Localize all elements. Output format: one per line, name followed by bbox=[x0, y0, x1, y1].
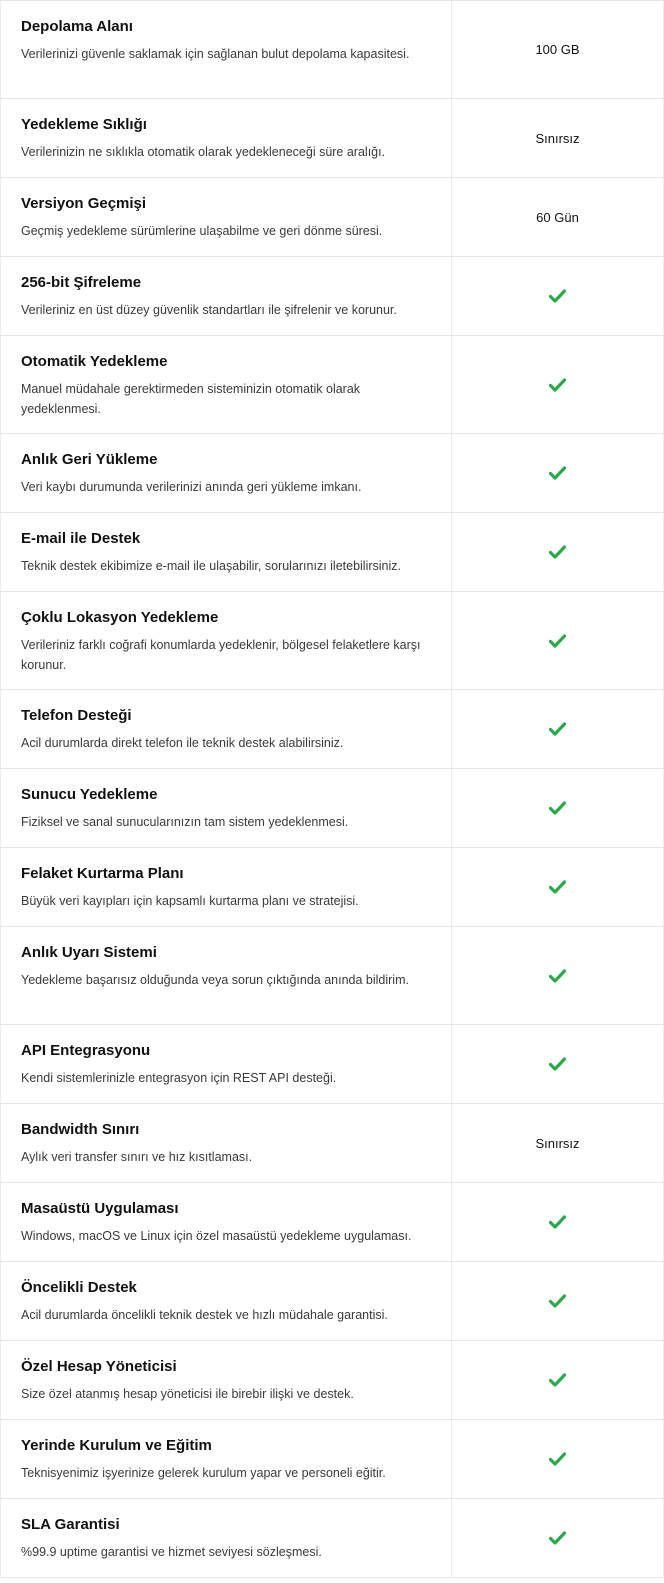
feature-description: Acil durumlarda öncelikli teknik destek ve hızlı müdahale garantisi. bbox=[21, 1308, 388, 1322]
check-icon bbox=[549, 1531, 566, 1545]
feature-info bbox=[0, 1025, 452, 1103]
feature-description: Yedekleme başarısız olduğunda veya sorun çıktığında anında bildirim. bbox=[21, 973, 409, 987]
feature-row bbox=[0, 1104, 664, 1183]
feature-description: Windows, macOS ve Linux için özel masaüstü yedekleme uygulaması. bbox=[21, 1229, 412, 1243]
feature-info bbox=[0, 336, 452, 433]
check-icon bbox=[549, 1294, 566, 1308]
feature-info bbox=[0, 848, 452, 926]
feature-title: Versiyon Geçmişi bbox=[21, 195, 147, 212]
feature-description: Kendi sistemlerinizle entegrasyon için REST API desteği. bbox=[21, 1071, 337, 1085]
feature-row bbox=[0, 592, 664, 690]
feature-description: Verileriniz farklı coğrafi konumlarda yedeklenir, bölgesel felaketlere karşı korunur. bbox=[21, 638, 421, 672]
feature-value-cell bbox=[452, 178, 664, 256]
feature-title: Felaket Kurtarma Planı bbox=[21, 865, 184, 882]
feature-title: Anlık Geri Yükleme bbox=[21, 451, 158, 468]
feature-description: %99.9 uptime garantisi ve hizmet seviyesi sözleşmesi. bbox=[21, 1545, 322, 1559]
feature-title: 256-bit Şifreleme bbox=[21, 274, 142, 291]
feature-row bbox=[0, 1, 664, 99]
feature-value-cell bbox=[452, 1025, 664, 1103]
feature-row bbox=[0, 848, 664, 927]
feature-title: API Entegrasyonu bbox=[21, 1042, 151, 1059]
feature-value-cell bbox=[452, 1183, 664, 1261]
feature-value-cell bbox=[452, 1341, 664, 1419]
feature-description: Geçmiş yedekleme sürümlerine ulaşabilme ve geri dönme süresi. bbox=[21, 224, 383, 238]
feature-info bbox=[0, 1262, 452, 1340]
feature-title: Telefon Desteği bbox=[21, 707, 132, 724]
check-icon bbox=[549, 634, 566, 648]
feature-title: Bandwidth Sınırı bbox=[21, 1121, 140, 1138]
feature-description: Verilerinizin ne sıklıkla otomatik olarak yedekleneceği süre aralığı. bbox=[21, 145, 386, 159]
feature-info bbox=[0, 1499, 452, 1577]
feature-row bbox=[0, 178, 664, 257]
feature-title: Yerinde Kurulum ve Eğitim bbox=[21, 1437, 212, 1454]
feature-title: E-mail ile Destek bbox=[21, 530, 141, 547]
feature-info bbox=[0, 927, 452, 1024]
feature-title: Öncelikli Destek bbox=[21, 1279, 137, 1296]
feature-value: Sınırsız bbox=[535, 130, 580, 146]
check-icon bbox=[549, 466, 566, 480]
feature-row bbox=[0, 257, 664, 336]
check-icon bbox=[549, 545, 566, 559]
feature-value-cell bbox=[452, 1499, 664, 1577]
feature-value-cell bbox=[452, 690, 664, 768]
feature-value-cell bbox=[452, 1262, 664, 1340]
feature-title: Masaüstü Uygulaması bbox=[21, 1200, 179, 1217]
feature-title: Depolama Alanı bbox=[21, 18, 133, 35]
feature-row bbox=[0, 1183, 664, 1262]
feature-description: Aylık veri transfer sınırı ve hız kısıtlaması. bbox=[21, 1150, 253, 1164]
feature-info bbox=[0, 592, 452, 689]
feature-info bbox=[0, 1341, 452, 1419]
feature-value-cell bbox=[452, 1104, 664, 1182]
feature-value-cell bbox=[452, 513, 664, 591]
check-icon bbox=[549, 1373, 566, 1387]
feature-row bbox=[0, 927, 664, 1025]
feature-info bbox=[0, 1104, 452, 1182]
feature-description: Büyük veri kayıpları için kapsamlı kurtarma planı ve stratejisi. bbox=[21, 894, 359, 908]
feature-value-cell bbox=[452, 336, 664, 433]
feature-info bbox=[0, 769, 452, 847]
feature-title: Anlık Uyarı Sistemi bbox=[21, 944, 157, 961]
check-icon bbox=[549, 1452, 566, 1466]
check-icon bbox=[549, 378, 566, 392]
feature-info bbox=[0, 257, 452, 335]
check-icon bbox=[549, 289, 566, 303]
check-icon bbox=[549, 1057, 566, 1071]
feature-title: Çoklu Lokasyon Yedekleme bbox=[21, 609, 219, 626]
feature-description: Verileriniz en üst düzey güvenlik standartları ile şifrelenir ve korunur. bbox=[21, 303, 397, 317]
feature-description: Acil durumlarda direkt telefon ile teknik destek alabilirsiniz. bbox=[21, 736, 344, 750]
feature-info bbox=[0, 1183, 452, 1261]
feature-info bbox=[0, 99, 452, 177]
feature-row bbox=[0, 1262, 664, 1341]
feature-title: Yedekleme Sıklığı bbox=[21, 116, 147, 133]
feature-value-cell bbox=[452, 434, 664, 512]
feature-row bbox=[0, 99, 664, 178]
feature-info bbox=[0, 1, 452, 98]
feature-value-cell bbox=[452, 848, 664, 926]
feature-row bbox=[0, 690, 664, 769]
feature-title: Özel Hesap Yöneticisi bbox=[21, 1358, 177, 1375]
feature-description: Veri kaybı durumunda verilerinizi anında geri yükleme imkanı. bbox=[21, 480, 362, 494]
feature-row bbox=[0, 1025, 664, 1104]
feature-info bbox=[0, 178, 452, 256]
feature-row bbox=[0, 513, 664, 592]
feature-value-cell bbox=[452, 592, 664, 689]
feature-description: Size özel atanmış hesap yöneticisi ile birebir ilişki ve destek. bbox=[21, 1387, 354, 1401]
feature-row bbox=[0, 1420, 664, 1499]
feature-title: SLA Garantisi bbox=[21, 1516, 120, 1533]
feature-value-cell bbox=[452, 1420, 664, 1498]
feature-info bbox=[0, 1420, 452, 1498]
feature-row bbox=[0, 336, 664, 434]
feature-value: Sınırsız bbox=[535, 1135, 580, 1151]
feature-value: 60 Gün bbox=[536, 209, 579, 225]
feature-row bbox=[0, 1499, 664, 1578]
feature-value: 100 GB bbox=[535, 42, 580, 57]
feature-description: Manuel müdahale gerektirmeden sisteminizin otomatik olarak yedeklenmesi. bbox=[21, 382, 361, 416]
check-icon bbox=[549, 801, 566, 815]
feature-title: Sunucu Yedekleme bbox=[21, 786, 158, 803]
check-icon bbox=[549, 969, 566, 983]
feature-row bbox=[0, 434, 664, 513]
feature-row bbox=[0, 769, 664, 848]
feature-value-cell bbox=[452, 99, 664, 177]
feature-description: Teknisyenimiz işyerinize gelerek kurulum yapar ve personeli eğitir. bbox=[21, 1466, 386, 1480]
feature-value-cell bbox=[452, 1, 664, 98]
feature-value-cell bbox=[452, 257, 664, 335]
feature-description: Fiziksel ve sanal sunucularınızın tam sistem yedeklenmesi. bbox=[21, 815, 349, 829]
feature-description: Teknik destek ekibimize e-mail ile ulaşabilir, sorularınızı iletebilirsiniz. bbox=[21, 559, 402, 573]
feature-info bbox=[0, 434, 452, 512]
feature-description: Verilerinizi güvenle saklamak için sağlanan bulut depolama kapasitesi. bbox=[21, 47, 410, 61]
check-icon bbox=[549, 722, 566, 736]
feature-row bbox=[0, 1341, 664, 1420]
feature-title: Otomatik Yedekleme bbox=[21, 353, 168, 370]
feature-value-cell bbox=[452, 769, 664, 847]
feature-info bbox=[0, 690, 452, 768]
feature-value-cell bbox=[452, 927, 664, 1024]
check-icon bbox=[549, 880, 566, 894]
check-icon bbox=[549, 1215, 566, 1229]
feature-info bbox=[0, 513, 452, 591]
